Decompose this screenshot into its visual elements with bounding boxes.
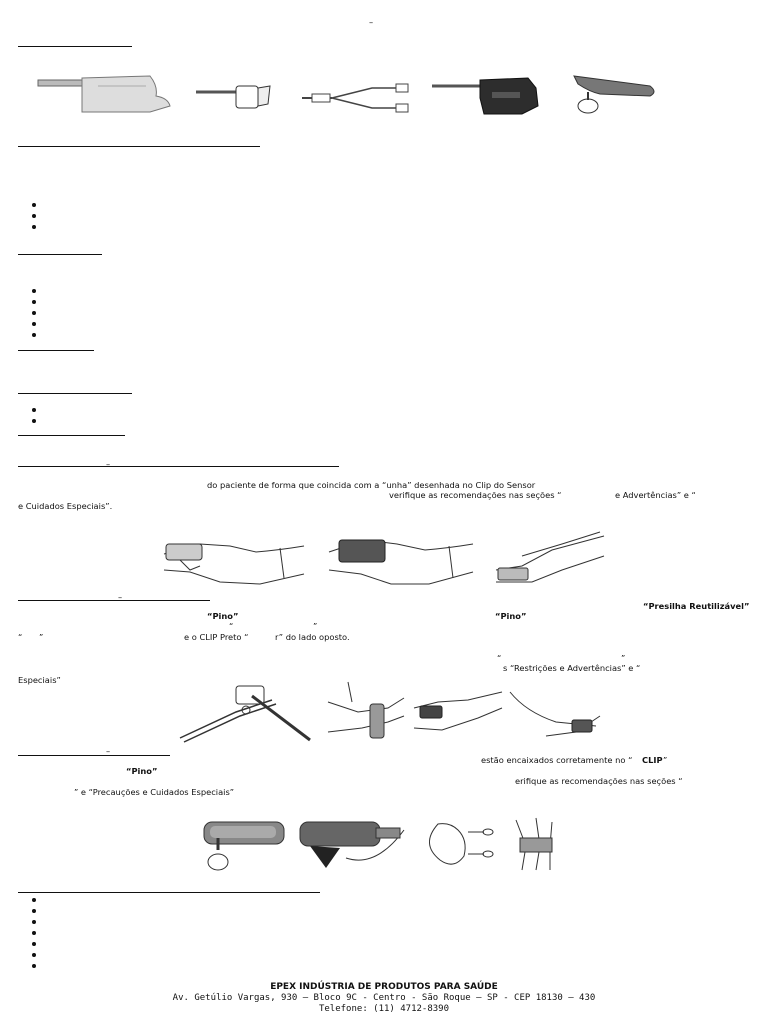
list-item-bullet [32,311,36,315]
step2-quote-b: ” [313,621,318,631]
step1-text: do paciente de forma que coincida com a “unha” desenhada no Clip do Sensor [207,480,536,490]
heading-rule-step2 [18,600,210,601]
step3-close-quote: ” [663,755,668,765]
list-item-bullet [32,289,36,293]
step2-pino-1: “Pino” [207,611,239,621]
heading-rule-instructions [18,435,125,436]
list-item-bullet [32,898,36,902]
step1-heading-dash: – [106,459,111,469]
heading-rule-precautions [18,393,132,394]
step2-quote-e: “ [497,653,502,663]
black-clip-sensor-icon [432,78,542,122]
step2-lado-text: r” do lado oposto. [275,632,350,642]
list-item-bullet [32,300,36,304]
footer-phone: Telefone: (11) 4712-8390 [318,1004,450,1014]
list-item-bullet [32,953,36,957]
step2-pino-2: “Pino” [495,611,527,621]
step2-quote-c: “ [18,632,23,642]
heading-rule-models [18,46,132,47]
step3-verifique: erifique as recomendações nas seções “ [515,776,683,786]
step1-text-d: e Cuidados Especiais”. [18,501,113,511]
finger-y-sensor-icon [492,530,608,590]
list-item-bullet [32,964,36,968]
ear-sensor-icon [424,820,504,874]
step2-clip-text: e o CLIP Preto “ [184,632,249,642]
step3-encaixados: estão encaixados corretamente no “ [481,755,633,765]
step2-presilha: “Presilha Reutilizável” [643,601,750,611]
heading-rule-storage [18,892,320,893]
step2-quote-f: ” [621,653,626,663]
list-item-bullet [32,322,36,326]
step2-especiais-text: Especiais” [18,675,61,685]
sensor-clip-icon [38,76,178,124]
footer-company: EPEX INDÚSTRIA DE PRODUTOS PARA SAÚDE [270,982,498,992]
list-item-bullet [32,909,36,913]
heading-rule-contraindications [18,254,102,255]
header-dash: – [369,17,374,27]
footer-address: Av. Getúlio Vargas, 930 – Bloco 9C - Centro - São Roque – SP - CEP 18130 – 430 [172,993,596,1003]
step1-text-c: e Advertências” e “ [615,490,696,500]
list-item-bullet [32,942,36,946]
list-item-bullet [32,408,36,412]
hand-assembly-icon [506,816,566,874]
heading-rule-step1 [18,466,339,467]
foot-sensor-icon [408,688,508,738]
heading-rule-warnings [18,350,94,351]
step2-heading-dash: – [118,592,123,602]
step1-text-b: verifique as recomendações nas seções “ [389,490,562,500]
sensor-small-clip-icon [196,84,276,120]
list-item-bullet [32,931,36,935]
step3-pino: “Pino” [126,766,158,776]
list-item-bullet [32,333,36,337]
clip-tool-icon [176,682,316,744]
clip-strip-black-icon [296,818,408,878]
step3-prec: ” e “Precauções e Cuidados Especiais” [74,787,235,797]
heading-rule-indications [18,146,260,147]
list-item-bullet [32,920,36,924]
reusable-clip-icon [570,72,660,122]
heading-rule-step3 [18,755,170,756]
hand-wrap-icon [318,682,408,742]
y-sensor-icon [302,82,412,122]
list-item-bullet [32,419,36,423]
step2-restr-text: s “Restrições e Advertências” e “ [503,663,641,673]
step2-quote-d: ” [39,632,44,642]
list-item-bullet [32,225,36,229]
step3-heading-dash: – [106,746,111,756]
foot-infant-icon [506,682,606,742]
hand-clip-icon [325,526,475,596]
step3-clip: CLIP [642,755,663,765]
step2-quote-a: “ [229,621,234,631]
hand-sensor-icon [160,526,310,596]
list-item-bullet [32,214,36,218]
list-item-bullet [32,203,36,207]
clip-strip-icon [200,818,288,874]
